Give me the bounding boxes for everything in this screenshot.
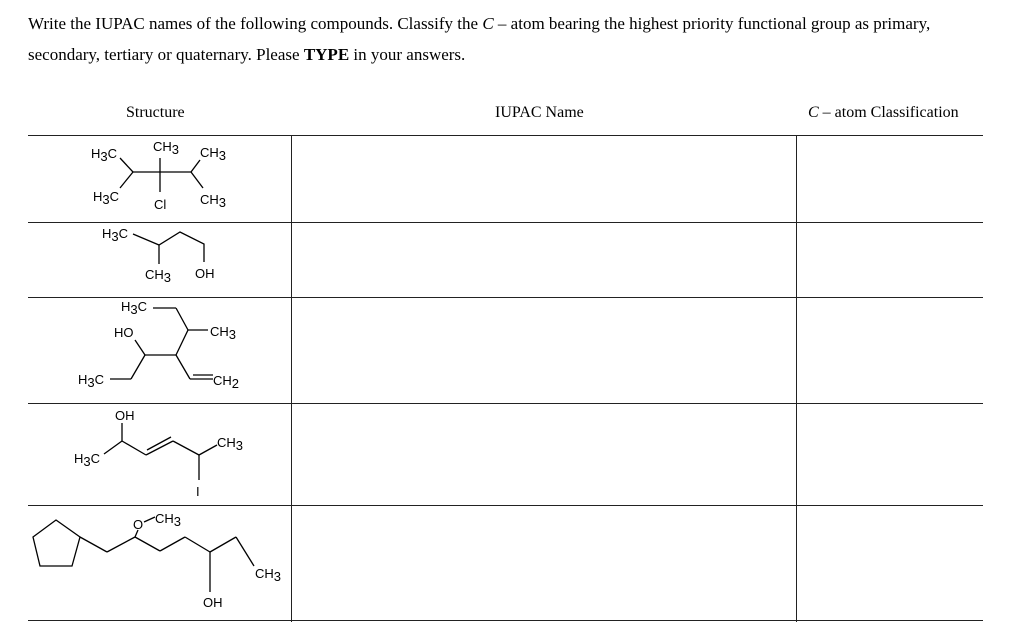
instructions-text: Write the IUPAC names of the following compounds. Classify the C – atom bearing the highest priority functional group as primary, secondary, tertiary or quaternary. Please TYPE in your answers. (28, 14, 931, 64)
label-ch3: CH3 (200, 145, 227, 163)
label-cl: Cl (154, 197, 167, 212)
label-ch3: CH3 (155, 511, 182, 529)
label-oh: OH (115, 408, 135, 423)
label-o: O (133, 517, 144, 532)
label-ch2: CH2 (213, 373, 240, 391)
label-h3c: H3C (78, 372, 105, 390)
label-ch3: CH3 (200, 192, 227, 210)
label-oh: OH (203, 595, 223, 610)
label-i: I (196, 484, 200, 499)
label-ch3: CH3 (255, 566, 282, 584)
label-h3c: H3C (102, 226, 129, 244)
header-classification: C – atom Classification (808, 104, 959, 121)
label-h3c: H3C (121, 299, 148, 317)
label-ch3: CH3 (217, 435, 244, 453)
label-ho: HO (114, 325, 134, 340)
header-structure: Structure (126, 104, 185, 121)
label-ch3: CH3 (145, 267, 172, 285)
label-h3c: H3C (74, 451, 101, 469)
label-ch3: CH3 (153, 139, 180, 157)
header-iupac-name: IUPAC Name (495, 104, 584, 121)
label-h3c: H3C (93, 189, 120, 207)
label-h3c: H3C (91, 146, 118, 164)
label-oh: OH (195, 266, 215, 281)
label-ch3: CH3 (210, 324, 237, 342)
